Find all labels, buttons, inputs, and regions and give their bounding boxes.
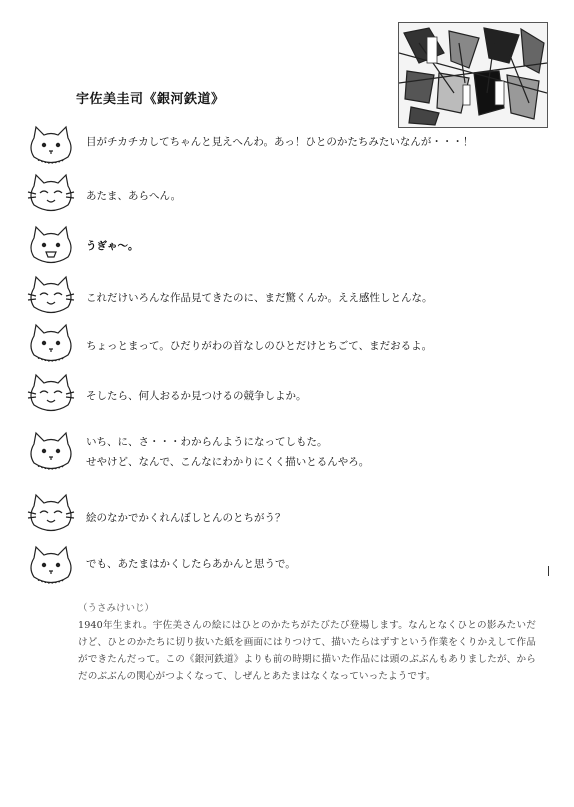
dialogue-line: ちょっとまって。ひだりがわの首なしのひとだけとちごて、まだおるよ。 [86, 340, 433, 352]
dialogue-line: でも、あたまはかくしたらあかんと思うで。 [86, 558, 296, 570]
dialogue-row [24, 224, 554, 274]
dialogue-row [24, 172, 554, 222]
cat-plain-icon [24, 544, 78, 590]
artwork-thumbnail [398, 22, 548, 128]
dialogue-line: いち、に、さ・・・わからんようになってしもた。 [86, 436, 328, 448]
dialogue-line: 絵のなかでかくれんぼしとんのとちがう？ [86, 512, 286, 524]
dialogue-row [24, 274, 554, 324]
dialogue-row [24, 430, 554, 486]
dialogue-line: うぎゃ〜。 [86, 240, 139, 252]
dialogue-line: せやけど、なんで、こんなにわかりにくく描いとるんやろ。 [86, 456, 370, 468]
page-title: 宇佐美圭司《銀河鉄道》 [76, 92, 225, 107]
cat-happy-icon [24, 372, 78, 418]
artist-description: 1940年生まれ。宇佐美さんの絵にはひとのかたちがたびたび登場します。なんとなくひとの影みたいだけど、ひとのかたちに切り抜いた紙を画面にはりつけて、描いたらはずすという作業をくりかえして作品ができたんだって。この《銀河鉄道》よりも前の時期に描いた作品には頭のぶぶんもありましたが、からだのぶぶんの関心がつよくなって、しぜんとあたまはなくなっていったようです。 [78, 620, 536, 682]
cat-plain-icon [24, 224, 78, 270]
dialogue-row [24, 544, 554, 594]
dialogue-row [24, 492, 554, 542]
dialogue-line: 目がチカチカしてちゃんと見えへんわ。あっ！ひとのかたちみたいなんが・・・！ [86, 136, 474, 148]
artist-profile [78, 600, 536, 685]
cat-plain-icon [24, 430, 78, 476]
cat-happy-icon [24, 492, 78, 538]
artist-name-reading: （うさみけいじ） [78, 603, 155, 614]
dialogue-line: そしたら、何人おるか見つけるの競争しよか。 [86, 390, 307, 402]
cat-plain-icon [24, 124, 78, 170]
dialogue-row [24, 322, 554, 372]
dialogue-line: これだけいろんな作品見てきたのに、まだ驚くんか。ええ感性しとんな。 [86, 292, 433, 304]
dialogue-line: あたま、あらへん。 [86, 190, 182, 202]
margin-mark [548, 566, 549, 576]
dialogue-row [24, 124, 554, 174]
cat-plain-icon [24, 322, 78, 368]
dialogue-row [24, 372, 554, 422]
cat-happy-icon [24, 274, 78, 320]
cat-happy-icon [24, 172, 78, 218]
